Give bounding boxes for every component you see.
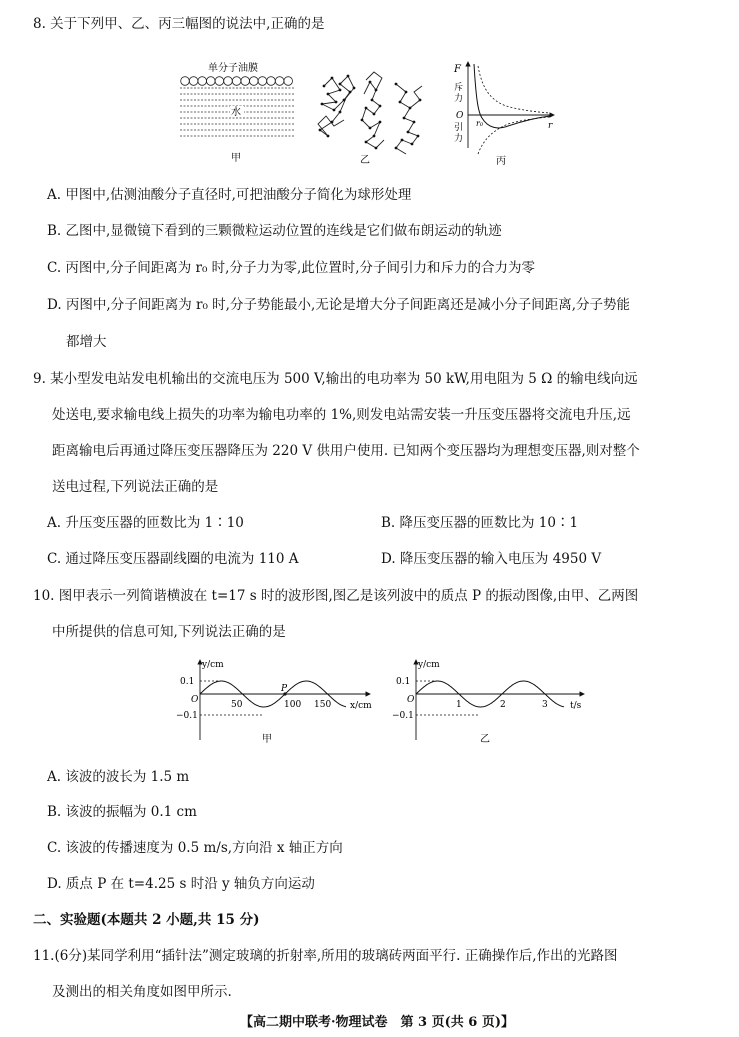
caption-jia: 甲 — [262, 734, 272, 745]
q9-option-b: B. 降压变压器的匝数比为 10∶1 — [381, 515, 579, 531]
q9-option-a: A. 升压变压器的匝数比为 1∶10 — [47, 515, 244, 531]
q10-figure-yi — [392, 654, 592, 746]
y-bottom-label: −0.1 — [176, 711, 198, 721]
attraction-curve — [478, 117, 550, 154]
q8-option-b: B. 乙图中,显微镜下看到的三颗微粒运动位置的连线是它们做布朗运动的轨迹 — [47, 223, 502, 239]
q9-option-d: D. 降压变压器的输入电压为 4950 V — [381, 551, 602, 567]
tick-100: 100 — [284, 700, 302, 710]
y-top-label: 0.1 — [180, 677, 195, 687]
q8-figure-yi — [310, 64, 432, 168]
q9-line-2: 处送电,要求输电线上损失的功率为输电功率的 1%,则发电站需安装一升压变压器将交流电升压,远 — [52, 407, 631, 423]
q8-option-d-cont: 都增大 — [66, 334, 107, 350]
y-axis-label: y/cm — [202, 660, 224, 670]
q8-option-c: C. 丙图中,分子间距离为 r₀ 时,分子力为零,此位置时,分子间引力和斥力的合力为零 — [47, 260, 536, 276]
q9-line-4: 送电过程,下列说法正确的是 — [52, 479, 219, 495]
r-axis-label: r — [548, 121, 553, 131]
section-2-heading: 二、实验题(本题共 2 小题,共 15 分) — [33, 912, 260, 928]
q8-figure-bing — [448, 58, 558, 168]
q10-option-b: B. 该波的振幅为 0.1 cm — [47, 804, 197, 820]
oil-film-label: 单分子油膜 — [208, 63, 258, 74]
r0-label: r₀ — [476, 119, 484, 128]
q8-option-d: D. 丙图中,分子间距离为 r₀ 时,分子势能最小,无论是增大分子间距离还是减小分子间距离,分子势能 — [47, 297, 631, 313]
q10-line-1: 10. 图甲表示一列简谐横波在 t=17 s 时的波形图,图乙是该列波中的质点 P 的振动图像,由甲、乙两图 — [33, 588, 639, 604]
origin-label: O — [191, 695, 199, 705]
net-force-curve — [474, 64, 550, 128]
x-axis-label: x/cm — [350, 701, 372, 711]
caption-yi: 乙 — [480, 734, 490, 745]
q10-line-2: 中所提供的信息可知,下列说法正确的是 — [52, 624, 286, 640]
q8-stem: 8. 关于下列甲、乙、丙三幅图的说法中,正确的是 — [33, 16, 325, 32]
repulsion-curve — [478, 66, 550, 113]
q10-option-c: C. 该波的传播速度为 0.5 m/s,方向沿 x 轴正方向 — [47, 840, 343, 856]
q9-line-1: 9. 某小型发电站发电机输出的交流电压为 500 V,输出的电功率为 50 kW,用电阻为 5 Ω 的输电线向远 — [33, 371, 638, 387]
q10-option-d: D. 质点 P 在 t=4.25 s 时沿 y 轴负方向运动 — [47, 876, 315, 892]
t-axis-label: t/s — [570, 701, 582, 711]
q8-option-a: A. 甲图中,估测油酸分子直径时,可把油酸分子简化为球形处理 — [47, 187, 412, 203]
q10-option-a: A. 该波的波长为 1.5 m — [47, 769, 190, 785]
q9-option-c: C. 通过降压变压器副线圈的电流为 110 A — [47, 551, 299, 567]
repulsion-label-2: 力 — [454, 94, 464, 104]
force-axis-label: F — [454, 64, 461, 75]
caption-bing: 丙 — [496, 156, 506, 167]
q8-figure-jia — [176, 58, 296, 166]
q11-line-2: 及测出的相关角度如图甲所示. — [52, 984, 232, 1000]
tick-150: 150 — [314, 700, 332, 710]
tick-50: 50 — [231, 700, 243, 710]
tick-2: 2 — [500, 700, 506, 710]
y-top-label: 0.1 — [396, 677, 411, 687]
water-label: 水 — [231, 107, 241, 118]
origin-label: O — [456, 111, 464, 121]
point-p-label: P — [281, 684, 288, 694]
attraction-label-1: 引 — [454, 123, 464, 133]
tick-3: 3 — [542, 700, 548, 710]
origin-label: O — [407, 695, 415, 705]
attraction-label-2: 力 — [454, 134, 464, 144]
repulsion-label-1: 斥 — [454, 83, 464, 93]
y-bottom-label: −0.1 — [392, 711, 414, 721]
caption-jia: 甲 — [231, 153, 241, 164]
q11-line-1: 11.(6分)某同学利用“插针法”测定玻璃的折射率,所用的玻璃砖两面平行. 正确操作后,作出的光路图 — [33, 948, 618, 964]
oil-molecules — [181, 77, 293, 86]
page-footer: 【高二期中联考·物理试卷 第 3 页(共 6 页)】 — [240, 1015, 515, 1030]
caption-yi: 乙 — [360, 155, 370, 166]
q10-figure-jia — [176, 654, 376, 746]
tick-1: 1 — [456, 700, 462, 710]
q9-line-3: 距离输电后再通过降压变压器降压为 220 V 供用户使用. 已知两个变压器均为理想变压器,则对整个 — [52, 443, 640, 459]
brownian-path-3 — [396, 84, 422, 154]
y-axis-label: y/cm — [418, 660, 440, 670]
